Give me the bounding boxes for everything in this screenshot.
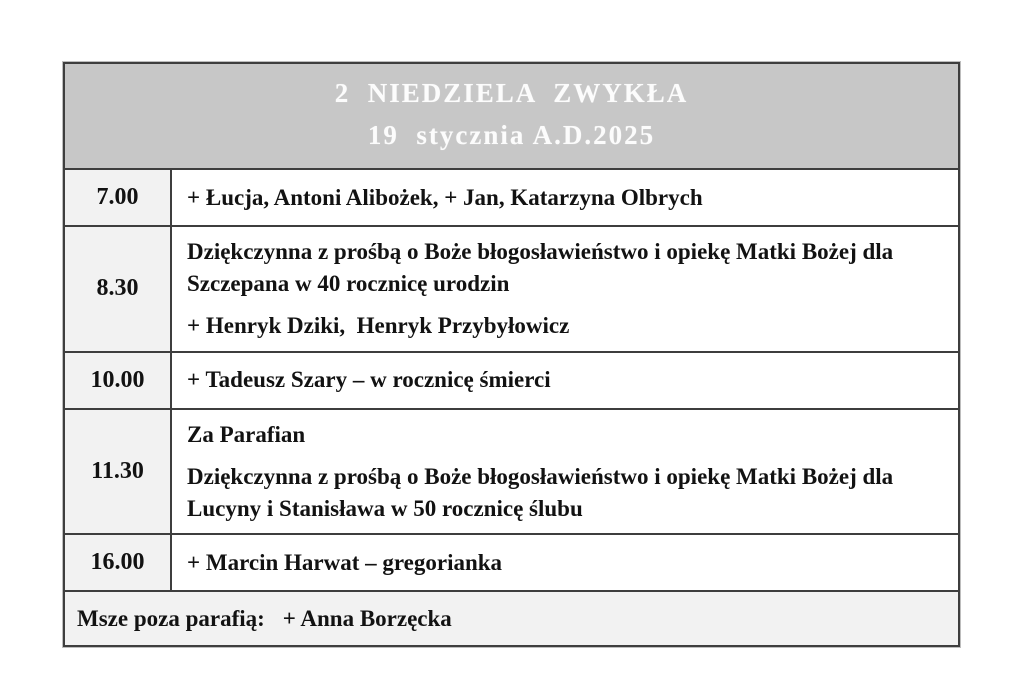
time-cell: 16.00 [65, 535, 172, 590]
mass-intention: Dziękczynna z prośbą o Boże błogosławieństwo i opiekę Matki Bożej dla Lucyny i Stanisława w 50 rocznicę ślubu [187, 464, 899, 521]
mass-intention: Dziękczynna z prośbą o Boże błogosławieństwo i opiekę Matki Bożej dla Szczepana w 40 rocznicę urodzin [187, 239, 899, 296]
intentions-cell [172, 227, 958, 351]
mass-intention: + Łucja, Antoni Alibożek, + Jan, Katarzyna Olbrych [187, 184, 703, 210]
intentions-cell [172, 410, 958, 534]
time-cell: 10.00 [65, 353, 172, 408]
schedule-rows [65, 168, 958, 590]
time-cell: 11.30 [65, 410, 172, 534]
footer-label: Msze poza parafią: [77, 605, 265, 631]
table-header [65, 64, 958, 168]
schedule-row [65, 225, 958, 351]
schedule-row [65, 533, 958, 590]
mass-intention: + Henryk Dziki, Henryk Przybyłowicz [187, 313, 570, 338]
schedule-row [65, 408, 958, 534]
mass-intention: Za Parafian [187, 421, 306, 447]
time-cell: 8.30 [65, 227, 172, 351]
intentions-cell [172, 170, 958, 225]
header-title-line1: 2 NIEDZIELA ZWYKŁA [334, 78, 689, 108]
intentions-cell [172, 353, 958, 408]
intentions-cell [172, 535, 958, 590]
schedule-row [65, 168, 958, 225]
schedule-row [65, 351, 958, 408]
mass-schedule-table [63, 62, 960, 647]
footer-value: + Anna Borzęcka [282, 605, 452, 631]
mass-intention: + Marcin Harwat – gregorianka [187, 549, 503, 575]
footer-row [65, 590, 958, 645]
header-title-line2: 19 stycznia A.D.2025 [367, 120, 656, 150]
time-cell: 7.00 [65, 170, 172, 225]
mass-intention: + Tadeusz Szary – w rocznicę śmierci [187, 367, 551, 393]
